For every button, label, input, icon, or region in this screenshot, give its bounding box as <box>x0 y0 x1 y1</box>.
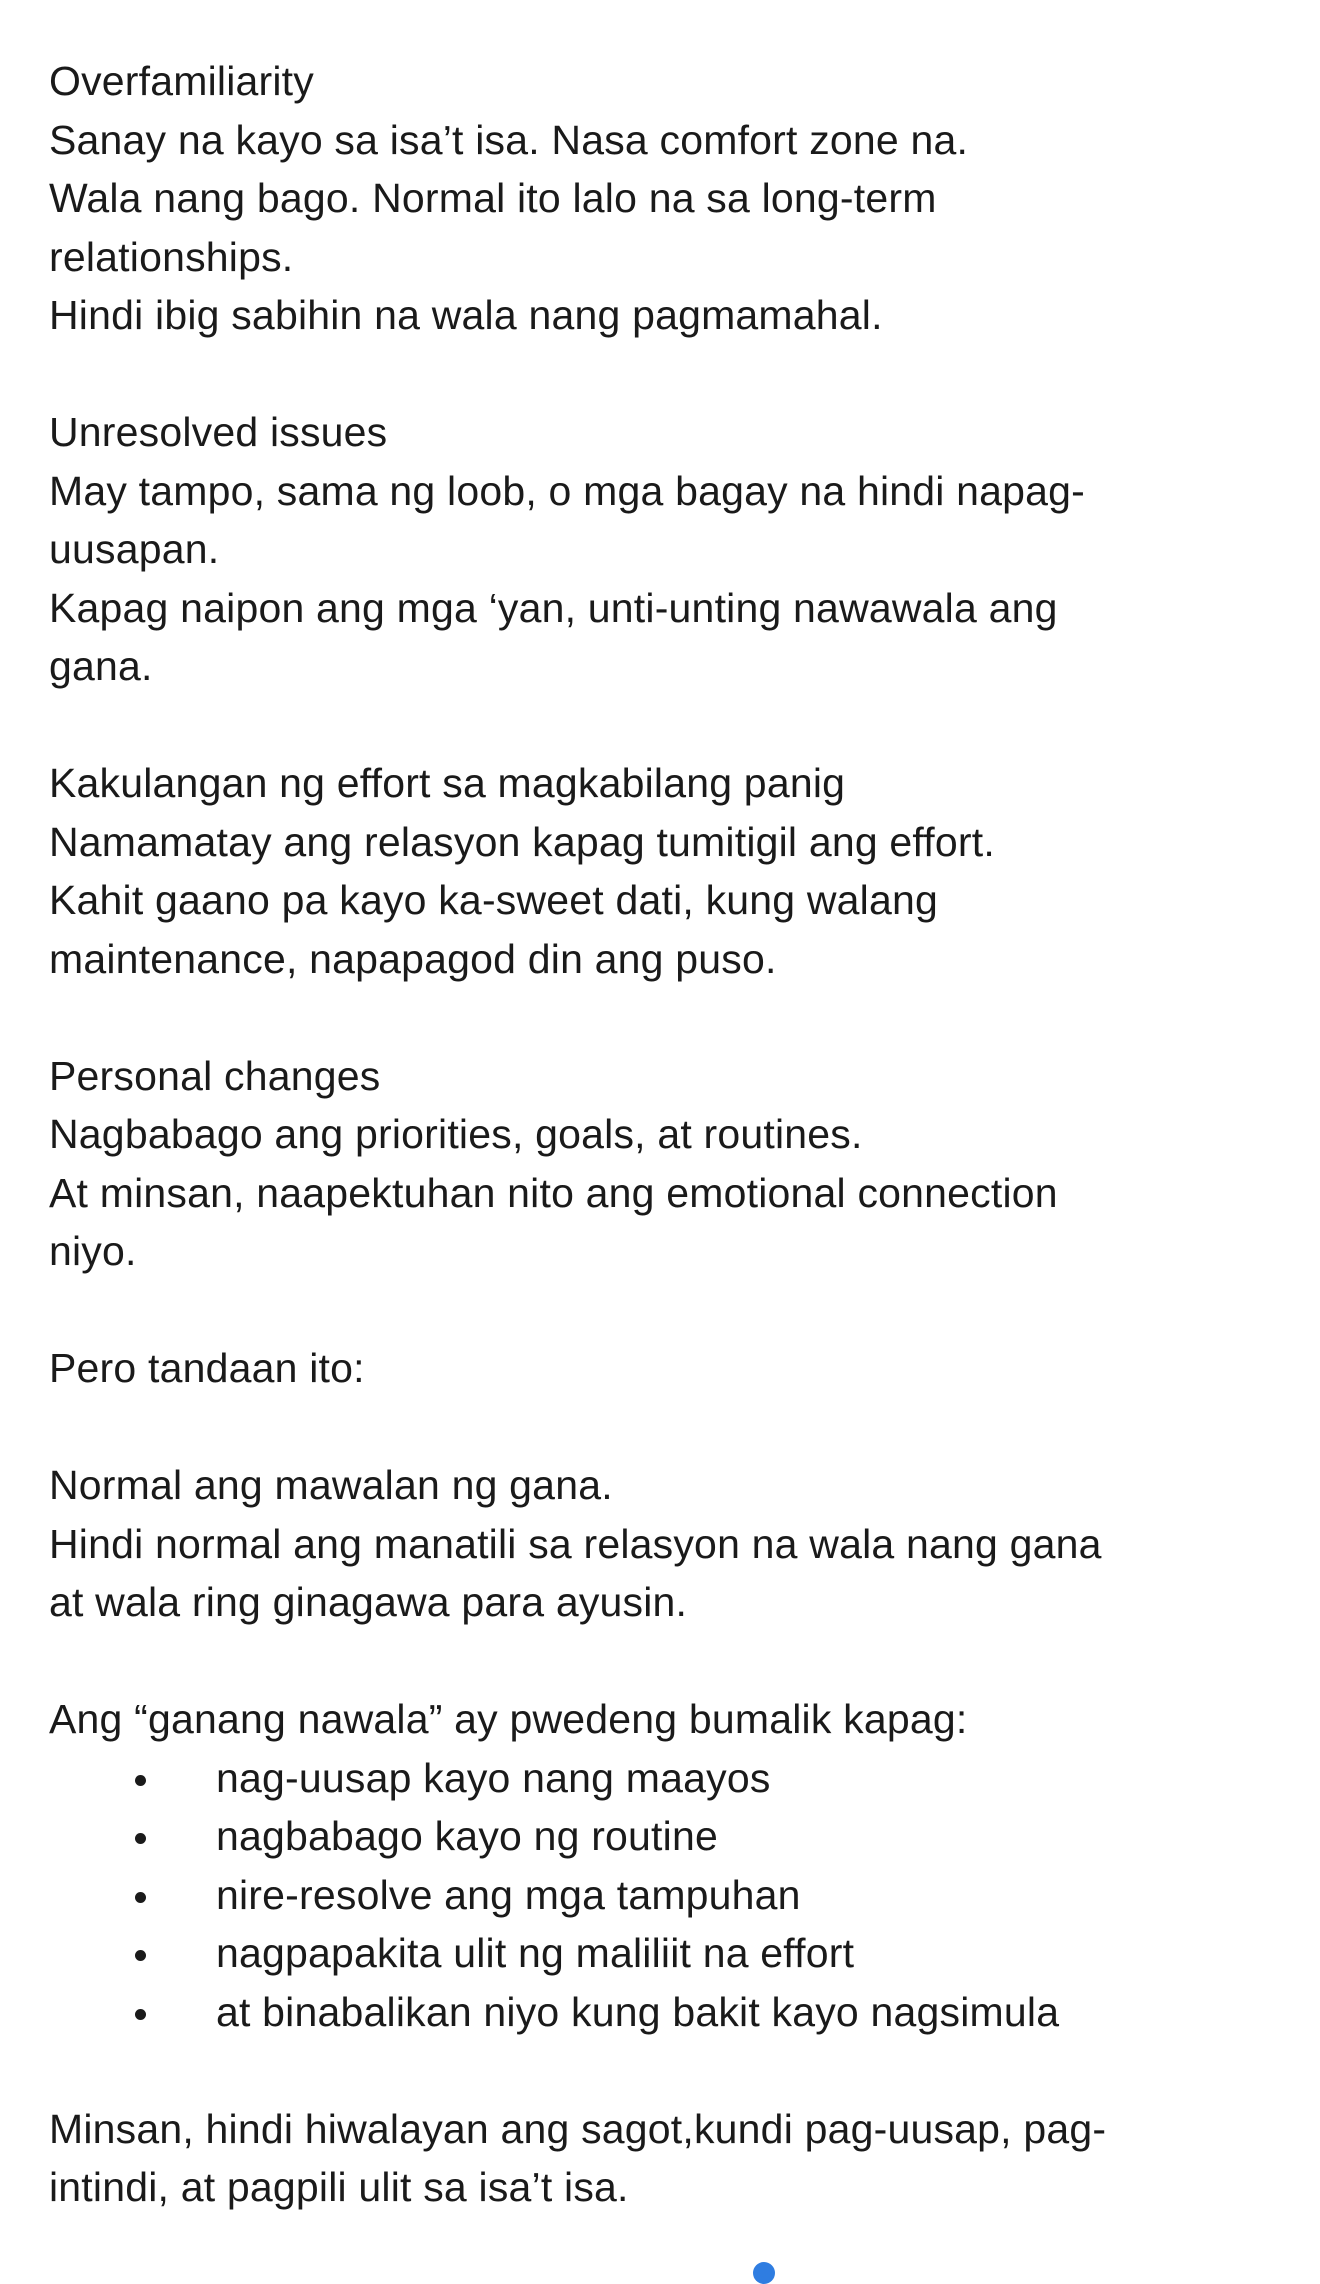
bullet-item <box>49 1983 1279 2042</box>
section-text-line: maintenance, napapagod din ang puso. <box>49 935 777 982</box>
closing-text-line: Minsan, hindi hiwalayan ang sagot,kundi pag-uusap, pag- <box>49 2105 1107 2152</box>
section-normal-ang-mawalan <box>49 1456 1279 1632</box>
bullet-item <box>49 1749 1279 1808</box>
section-text-line: Wala nang bago. Normal ito lalo na sa long-term <box>49 175 937 221</box>
section-text-line: Hindi ibig sabihin na wala nang pagmamahal. <box>49 292 883 338</box>
paragraph-gap <box>49 1398 1279 1457</box>
section-text-line: At minsan, naapektuhan nito ang emotional connection <box>49 1169 1058 1216</box>
bullet-dot-icon <box>135 1833 146 1844</box>
paragraph-gap <box>49 1281 1279 1340</box>
bullet-text: nag-uusap kayo nang maayos <box>216 1754 771 1801</box>
bullet-dot-icon <box>135 1950 146 1961</box>
bullet-intro: Ang “ganang nawala” ay pwedeng bumalik kapag: <box>49 1696 968 1742</box>
section-text-line: gana. <box>49 643 153 689</box>
section-pero-tandaan <box>49 1339 1279 1398</box>
section-heading: Overfamiliarity <box>49 58 314 104</box>
paragraph-gap <box>49 345 1279 404</box>
bullet-section <box>49 1690 1279 2041</box>
bullet-item <box>49 1807 1279 1866</box>
bullet-text: nire-resolve ang mga tampuhan <box>216 1871 801 1918</box>
section-text-line: Kahit gaano pa kayo ka-sweet dati, kung walang <box>49 877 938 923</box>
bullet-dot-icon <box>135 1775 146 1786</box>
bullet-dot-icon <box>135 2009 146 2020</box>
section-text-line: Hindi normal ang manatili sa relasyon na wala nang gana <box>49 1520 1102 1567</box>
section-text-line: May tampo, sama ng loob, o mga bagay na hindi napag- <box>49 467 1086 514</box>
closing-paragraph <box>49 2100 1279 2217</box>
section-heading: Kakulangan ng effort sa magkabilang panig <box>49 760 846 806</box>
section-heading: Unresolved issues <box>49 409 388 455</box>
section-text-line: Nagbabago ang priorities, goals, at routines. <box>49 1111 863 1157</box>
section-text-line: Kapag naipon ang mga ‘yan, unti-unting nawawala ang <box>49 584 1058 631</box>
bullet-text: nagpapakita ulit ng maliliit na effort <box>216 1930 855 1976</box>
section-heading: Pero tandaan ito: <box>49 1345 365 1391</box>
closing-text-line: intindi, at pagpili ulit sa isa’t isa. <box>49 2164 629 2210</box>
bullet-text: nagbabago kayo ng routine <box>216 1813 718 1859</box>
paragraph-gap <box>49 696 1279 755</box>
section-text-line: Namamatay ang relasyon kapag tumitigil ang effort. <box>49 818 995 865</box>
note-body <box>49 52 1279 2217</box>
section-heading: Personal changes <box>49 1052 381 1099</box>
section-text-line: relationships. <box>49 233 294 280</box>
paragraph-gap <box>49 1632 1279 1691</box>
paragraph-gap <box>49 2041 1279 2100</box>
section-overfamiliarity <box>49 52 1279 345</box>
section-text-line: niyo. <box>49 1228 137 1274</box>
bullet-item <box>49 1924 1279 1983</box>
section-personal-changes <box>49 1047 1279 1281</box>
section-unresolved-issues <box>49 403 1279 696</box>
section-text-line: at wala ring ginagawa para ayusin. <box>49 1579 688 1625</box>
paragraph-gap <box>49 988 1279 1047</box>
bullet-dot-icon <box>135 1892 146 1903</box>
section-text-line: uusapan. <box>49 526 220 572</box>
bullet-text: at binabalikan niyo kung bakit kayo nagsimula <box>216 1988 1060 2035</box>
section-kakulangan-ng-effort <box>49 754 1279 988</box>
section-text-line: Normal ang mawalan ng gana. <box>49 1462 613 1508</box>
partial-emoji-icon <box>753 2262 775 2284</box>
bullet-item <box>49 1866 1279 1925</box>
section-text-line: Sanay na kayo sa isa’t isa. Nasa comfort zone na. <box>49 116 969 163</box>
bullet-list <box>49 1749 1279 2042</box>
